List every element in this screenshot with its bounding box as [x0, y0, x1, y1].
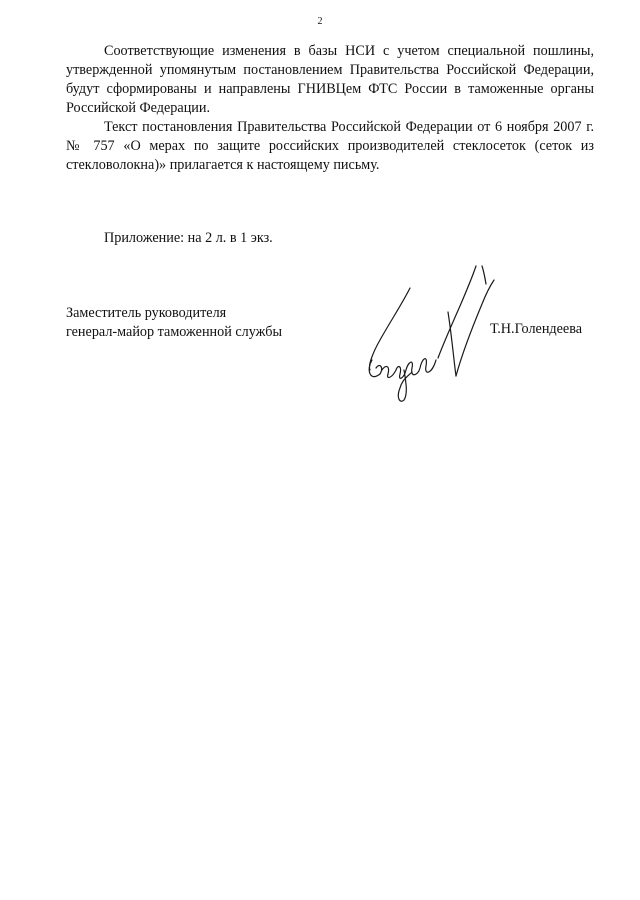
paragraph-nsi-changes: Соответствующие изменения в базы НСИ с учетом специальной пошлины, утвержденной упомянутым постановлением Правительства Российской Федерации, будут сформированы и направлены ГНИВЦем ФТС России в таможенные органы Российской Федерации.: [66, 43, 594, 116]
signatory-name: Т.Н.Голендеева: [490, 321, 583, 337]
signatory-title: [66, 304, 282, 342]
page-number: 2: [317, 16, 323, 27]
letter-body: [66, 42, 594, 175]
signatory-title-line1: Заместитель руководителя: [66, 305, 227, 321]
signatory-title-line2: генерал-майор таможенной службы: [66, 324, 283, 340]
attachment-note: Приложение: на 2 л. в 1 экз.: [104, 230, 273, 246]
handwritten-signature: [362, 258, 502, 404]
paragraph-resolution-text: Текст постановления Правительства Российской Федерации от 6 ноября 2007 г. № 757 «О мерах по защите российских производителей стеклосеток (сеток из стекловолокна)» прилагается к настоящему письму.: [66, 119, 594, 173]
